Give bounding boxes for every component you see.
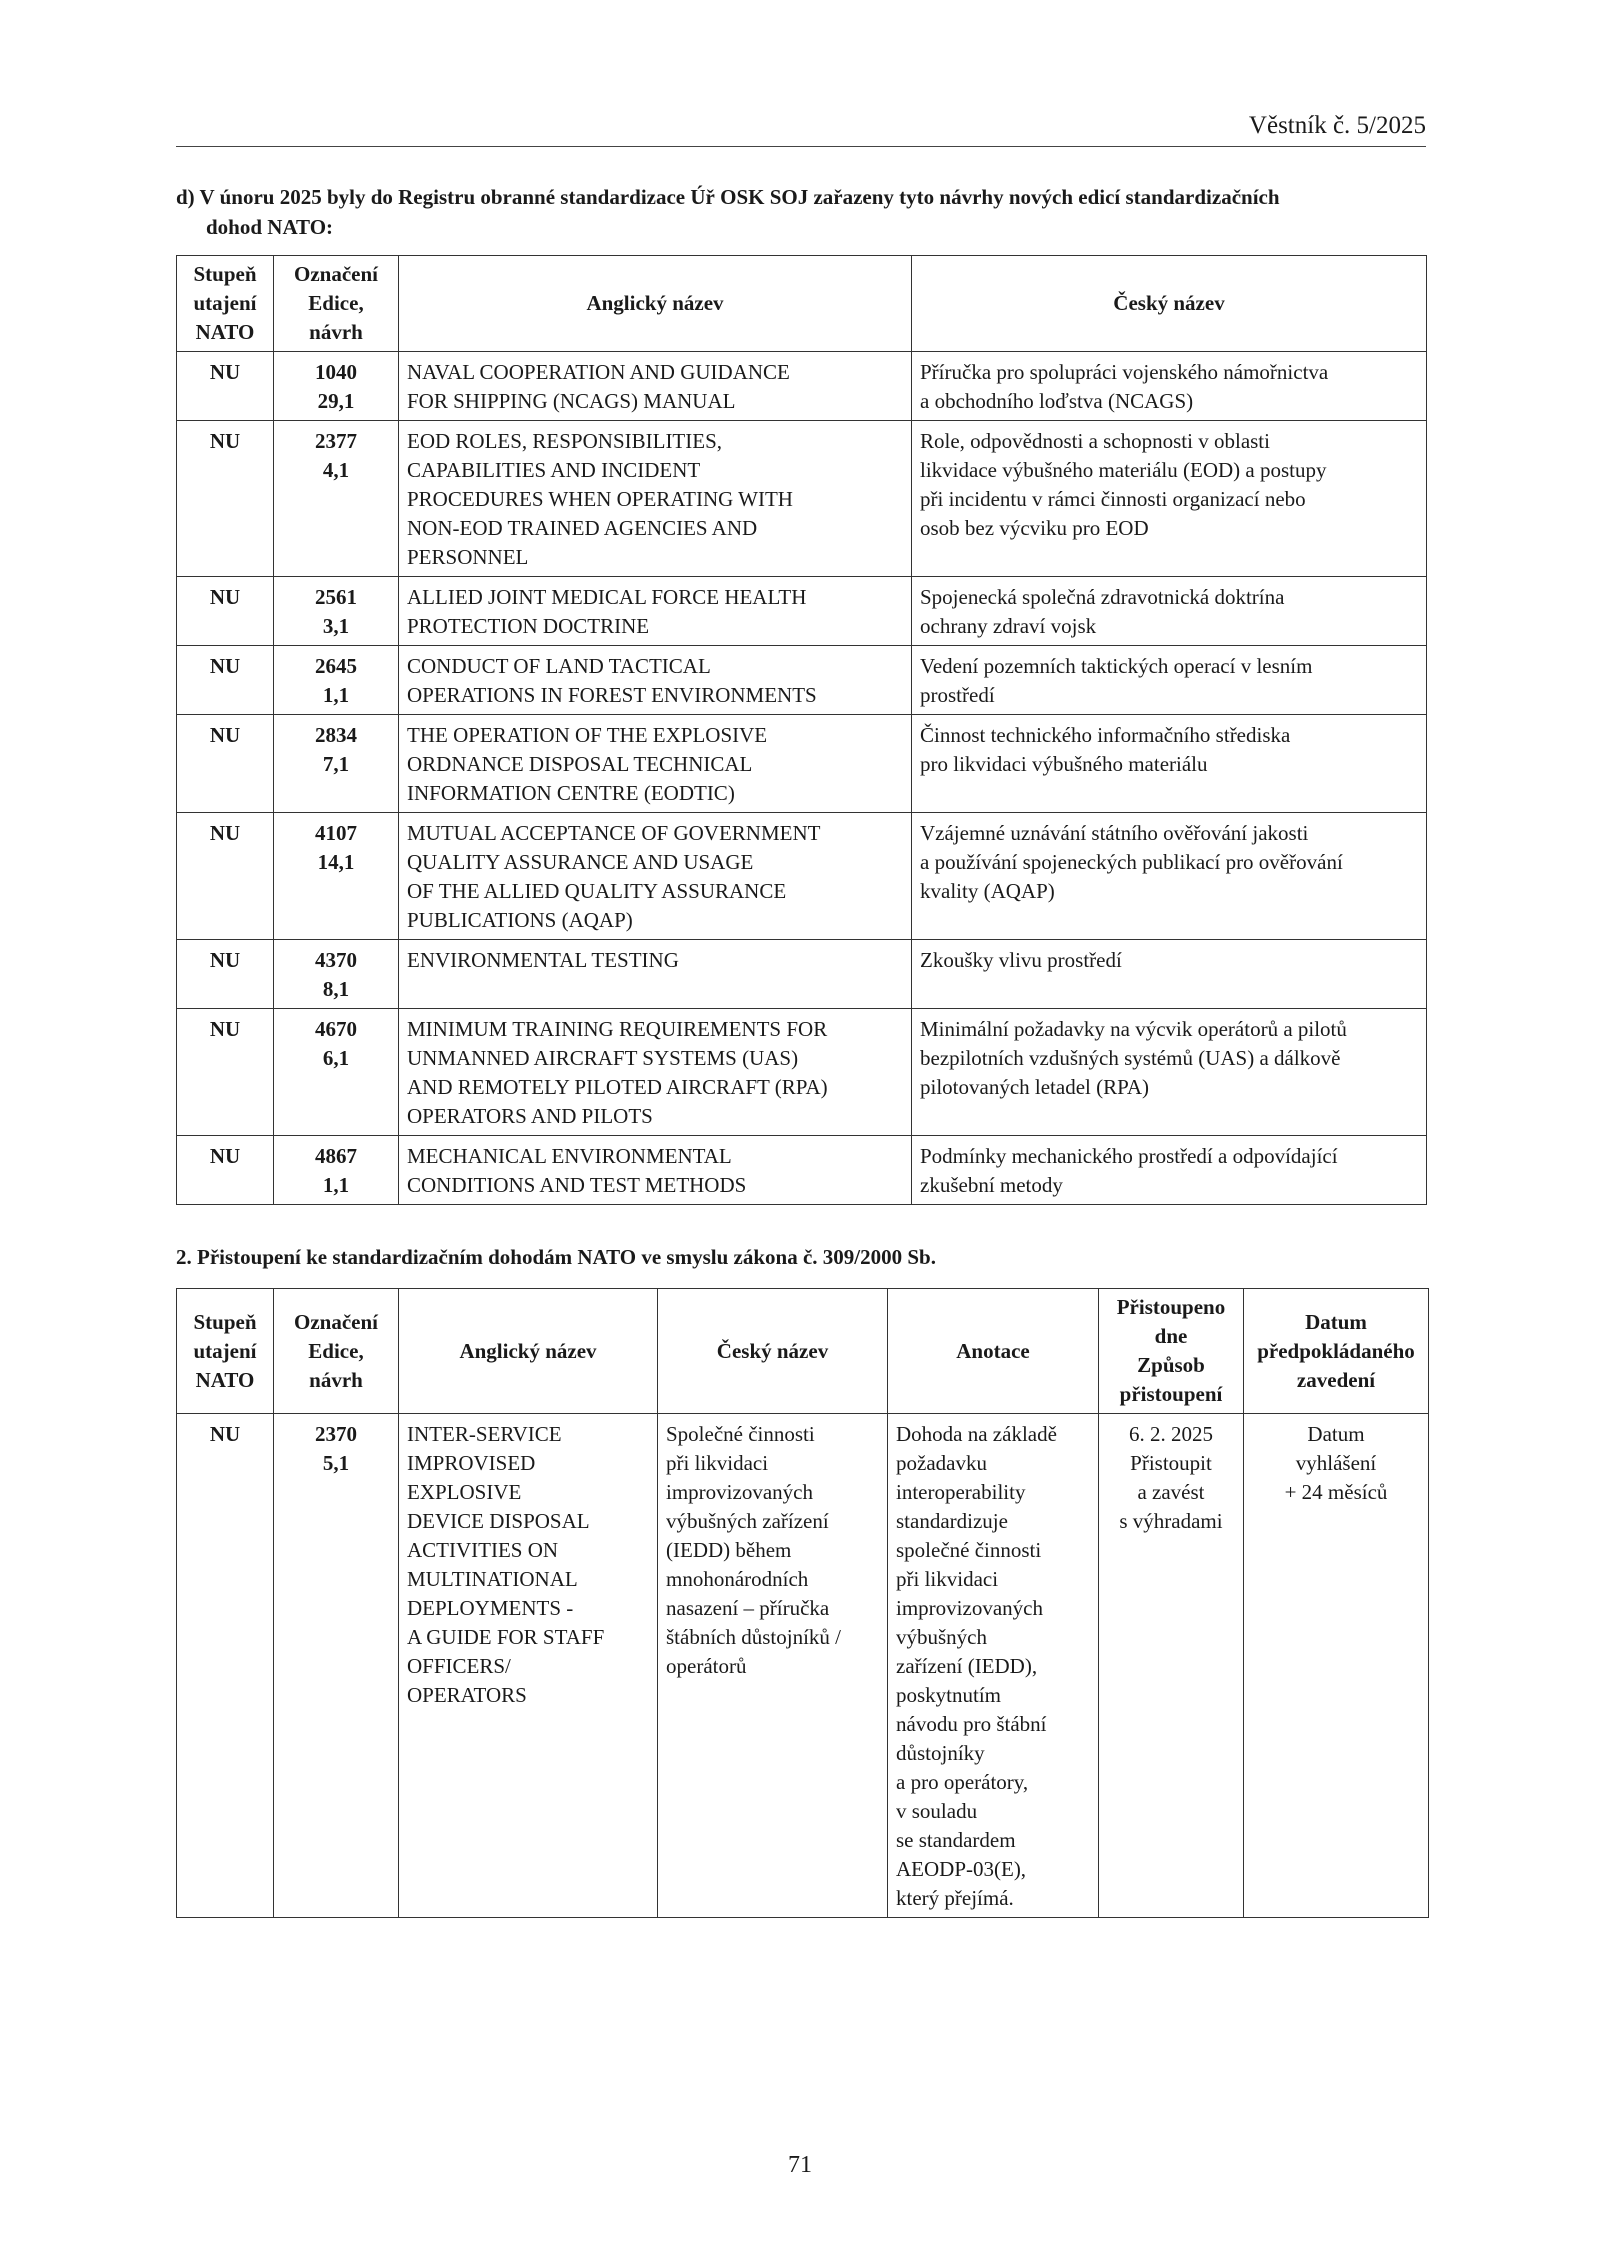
- designation-cell: 2561 3,1: [274, 577, 399, 646]
- accession-table: [176, 1288, 1429, 1918]
- table-header-row: [177, 1289, 1429, 1414]
- col-czech-title: Český název: [658, 1289, 888, 1414]
- classification-cell: NU: [177, 646, 274, 715]
- page-number: 71: [788, 2152, 812, 2178]
- table-row: [177, 1009, 1427, 1136]
- col-english-title: Anglický název: [399, 256, 912, 352]
- classification-cell: NU: [177, 813, 274, 940]
- classification-cell: NU: [177, 715, 274, 813]
- czech-title-cell: Vzájemné uznávání státního ověřování jakosti a používání spojeneckých publikací pro ověřování kvality (AQAP): [912, 813, 1427, 940]
- table-row: [177, 1414, 1429, 1918]
- english-title-cell: MINIMUM TRAINING REQUIREMENTS FOR UNMANNED AIRCRAFT SYSTEMS (UAS) AND REMOTELY PILOTED AIRCRAFT (RPA) OPERATORS AND PILOTS: [399, 1009, 912, 1136]
- table-row: [177, 715, 1427, 813]
- english-title-cell: THE OPERATION OF THE EXPLOSIVE ORDNANCE DISPOSAL TECHNICAL INFORMATION CENTRE (EODTIC): [399, 715, 912, 813]
- col-designation: Označení Edice, návrh: [274, 256, 399, 352]
- section-d-heading-line2: dohod NATO:: [206, 215, 334, 239]
- designation-cell: 4867 1,1: [274, 1136, 399, 1205]
- czech-title-cell: Společné činnosti při likvidaci improvizovaných výbušných zařízení (IEDD) během mnohonárodních nasazení – příručka štábních důstojníků / operátorů: [658, 1414, 888, 1918]
- col-classification: Stupeň utajení NATO: [177, 1289, 274, 1414]
- col-implementation-date: Datum předpokládaného zavedení: [1244, 1289, 1429, 1414]
- col-czech-title: Český název: [912, 256, 1427, 352]
- table-row: [177, 813, 1427, 940]
- classification-cell: NU: [177, 1009, 274, 1136]
- czech-title-cell: Zkoušky vlivu prostředí: [912, 940, 1427, 1009]
- section-2-heading: 2. Přistoupení ke standardizačním dohodám NATO ve smyslu zákona č. 309/2000 Sb.: [176, 1245, 936, 1269]
- table-row: [177, 1136, 1427, 1205]
- draft-editions-table: [176, 255, 1427, 1205]
- designation-cell: 4107 14,1: [274, 813, 399, 940]
- classification-cell: NU: [177, 1136, 274, 1205]
- english-title-cell: INTER-SERVICE IMPROVISED EXPLOSIVE DEVICE DISPOSAL ACTIVITIES ON MULTINATIONAL DEPLOYMENTS - A GUIDE FOR STAFF OFFICERS/ OPERATORS: [399, 1414, 658, 1918]
- col-annotation: Anotace: [888, 1289, 1099, 1414]
- table-row: [177, 421, 1427, 577]
- czech-title-cell: Vedení pozemních taktických operací v lesním prostředí: [912, 646, 1427, 715]
- classification-cell: NU: [177, 577, 274, 646]
- col-classification: Stupeň utajení NATO: [177, 256, 274, 352]
- classification-cell: NU: [177, 940, 274, 1009]
- col-english-title: Anglický název: [399, 1289, 658, 1414]
- annotation-cell: Dohoda na základě požadavku interoperability standardizuje společné činnosti při likvidaci improvizovaných výbušných zařízení (IEDD), poskytnutím návodu pro štábní důstojníky a pro operátory, v souladu se standardem AEODP-03(E), který přejímá.: [888, 1414, 1099, 1918]
- designation-cell: 2834 7,1: [274, 715, 399, 813]
- table-row: [177, 940, 1427, 1009]
- designation-cell: 1040 29,1: [274, 352, 399, 421]
- czech-title-cell: Příručka pro spolupráci vojenského námořnictva a obchodního loďstva (NCAGS): [912, 352, 1427, 421]
- english-title-cell: ALLIED JOINT MEDICAL FORCE HEALTH PROTECTION DOCTRINE: [399, 577, 912, 646]
- classification-cell: NU: [177, 421, 274, 577]
- table-row: [177, 646, 1427, 715]
- section-d-heading: [176, 182, 1426, 242]
- running-header: [176, 108, 1426, 147]
- designation-cell: 4670 6,1: [274, 1009, 399, 1136]
- english-title-cell: MUTUAL ACCEPTANCE OF GOVERNMENT QUALITY ASSURANCE AND USAGE OF THE ALLIED QUALITY ASSURANCE PUBLICATIONS (AQAP): [399, 813, 912, 940]
- designation-cell: 2645 1,1: [274, 646, 399, 715]
- czech-title-cell: Činnost technického informačního střediska pro likvidaci výbušného materiálu: [912, 715, 1427, 813]
- czech-title-cell: Minimální požadavky na výcvik operátorů a pilotů bezpilotních vzdušných systémů (UAS) a dálkově pilotovaných letadel (RPA): [912, 1009, 1427, 1136]
- designation-cell: 2370 5,1: [274, 1414, 399, 1918]
- designation-cell: 4370 8,1: [274, 940, 399, 1009]
- english-title-cell: NAVAL COOPERATION AND GUIDANCE FOR SHIPPING (NCAGS) MANUAL: [399, 352, 912, 421]
- bulletin-title: Věstník č. 5/2025: [1248, 112, 1426, 139]
- english-title-cell: ENVIRONMENTAL TESTING: [399, 940, 912, 1009]
- implementation-date-cell: Datum vyhlášení + 24 měsíců: [1244, 1414, 1429, 1918]
- czech-title-cell: Spojenecká společná zdravotnická doktrína ochrany zdraví vojsk: [912, 577, 1427, 646]
- table-header-row: [177, 256, 1427, 352]
- english-title-cell: EOD ROLES, RESPONSIBILITIES, CAPABILITIES AND INCIDENT PROCEDURES WHEN OPERATING WITH NON-EOD TRAINED AGENCIES AND PERSONNEL: [399, 421, 912, 577]
- english-title-cell: CONDUCT OF LAND TACTICAL OPERATIONS IN FOREST ENVIRONMENTS: [399, 646, 912, 715]
- table-row: [177, 577, 1427, 646]
- col-accession: Přistoupeno dne Způsob přistoupení: [1099, 1289, 1244, 1414]
- english-title-cell: MECHANICAL ENVIRONMENTAL CONDITIONS AND TEST METHODS: [399, 1136, 912, 1205]
- table-row: [177, 352, 1427, 421]
- designation-cell: 2377 4,1: [274, 421, 399, 577]
- czech-title-cell: Role, odpovědnosti a schopnosti v oblasti likvidace výbušného materiálu (EOD) a postupy při incidentu v rámci činnosti organizací nebo osob bez výcviku pro EOD: [912, 421, 1427, 577]
- classification-cell: NU: [177, 352, 274, 421]
- section-d-heading-line1: d) V únoru 2025 byly do Registru obranné standardizace Úř OSK SOJ zařazeny tyto návrhy nových edicí standardizačních: [176, 185, 1280, 209]
- accession-cell: 6. 2. 2025 Přistoupit a zavést s výhradami: [1099, 1414, 1244, 1918]
- czech-title-cell: Podmínky mechanického prostředí a odpovídající zkušební metody: [912, 1136, 1427, 1205]
- col-designation: Označení Edice, návrh: [274, 1289, 399, 1414]
- classification-cell: NU: [177, 1414, 274, 1918]
